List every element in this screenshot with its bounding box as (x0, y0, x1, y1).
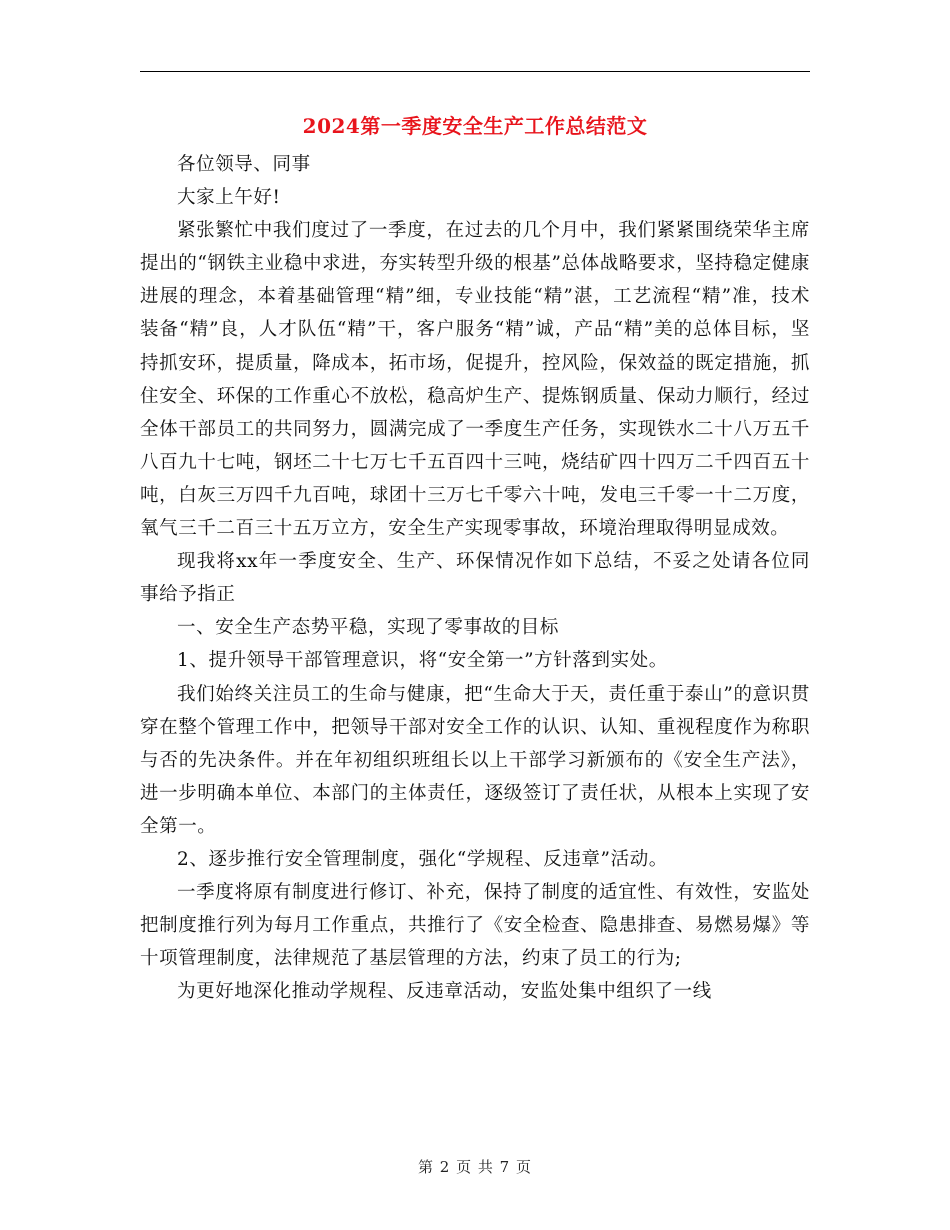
subsection-heading-2: 2、逐步推行安全管理制度，强化“学规程、反违章”活动。 (177, 848, 668, 870)
document-body (140, 148, 810, 1008)
paragraph-overview: 紧张繁忙中我们度过了一季度，在过去的几个月中，我们紧紧围绕荣华主席提出的“钢铁主业稳中求进，夯实转型升级的根基”总体战略要求，坚持稳定健康进展的理念，本着基础管理“精”细，专业技能“精”湛，工艺流程“精”准，技术装备“精”良，人才队伍“精”干，客户服务“精”诚，产品“精”美的总体目标，坚持抓安环，提质量，降成本，拓市场，促提升，控风险，保效益的既定措施，抓住安全、环保的工作重心不放松，稳高炉生产、提炼钢质量、保动力顺行，经过全体干部员工的共同努力，圆满完成了一季度生产任务，实现铁水二十八万五千八百九十七吨，钢坯二十七万七千五百四十三吨，烧结矿四十四万二千四百五十吨，白灰三万四千九百吨，球团十三万七千零六十吨，发电三千零一十二万度，氧气三千二百三十五万立方，安全生产实现零事故，环境治理取得明显成效。 (140, 220, 810, 540)
page-number: 第 2 页 共 7 页 (418, 1158, 532, 1176)
paragraph-leadership: 我们始终关注员工的生命与健康，把“生命大于天，责任重于泰山”的意识贯穿在整个管理工作中，把领导干部对安全工作的认识、认知、重视程度作为称职与否的先决条件。并在年初组织班组长以上干部学习新颁布的《安全生产法》，进一步明确本单位、本部门的主体责任，逐级签订了责任状，从根本上实现了安全第一。 (140, 683, 810, 837)
header-rule (140, 71, 810, 72)
paragraph-intro-summary: 现我将xx年一季度安全、生产、环保情况作如下总结，不妥之处请各位同事给予指正 (140, 551, 810, 606)
document-title: 2024第一季度安全生产工作总结范文 (302, 114, 648, 138)
paragraph-salutation: 各位领导、同事 (177, 154, 311, 175)
paragraph-activities: 为更好地深化推动学规程、反违章活动，安监处集中组织了一线 (177, 981, 712, 1003)
paragraph-regulations: 一季度将原有制度进行修订、补充，保持了制度的适宜性、有效性，安监处把制度推行列为每月工作重点，共推行了《安全检查、隐患排查、易燃易爆》等十项管理制度，法律规范了基层管理的方法，约束了员工的行为; (140, 882, 810, 970)
subsection-heading-1: 1、提升领导干部管理意识，将“安全第一”方针落到实处。 (177, 650, 668, 672)
paragraph-greeting: 大家上午好! (177, 187, 281, 209)
section-heading-1: 一、安全生产态势平稳，实现了零事故的目标 (177, 617, 560, 639)
